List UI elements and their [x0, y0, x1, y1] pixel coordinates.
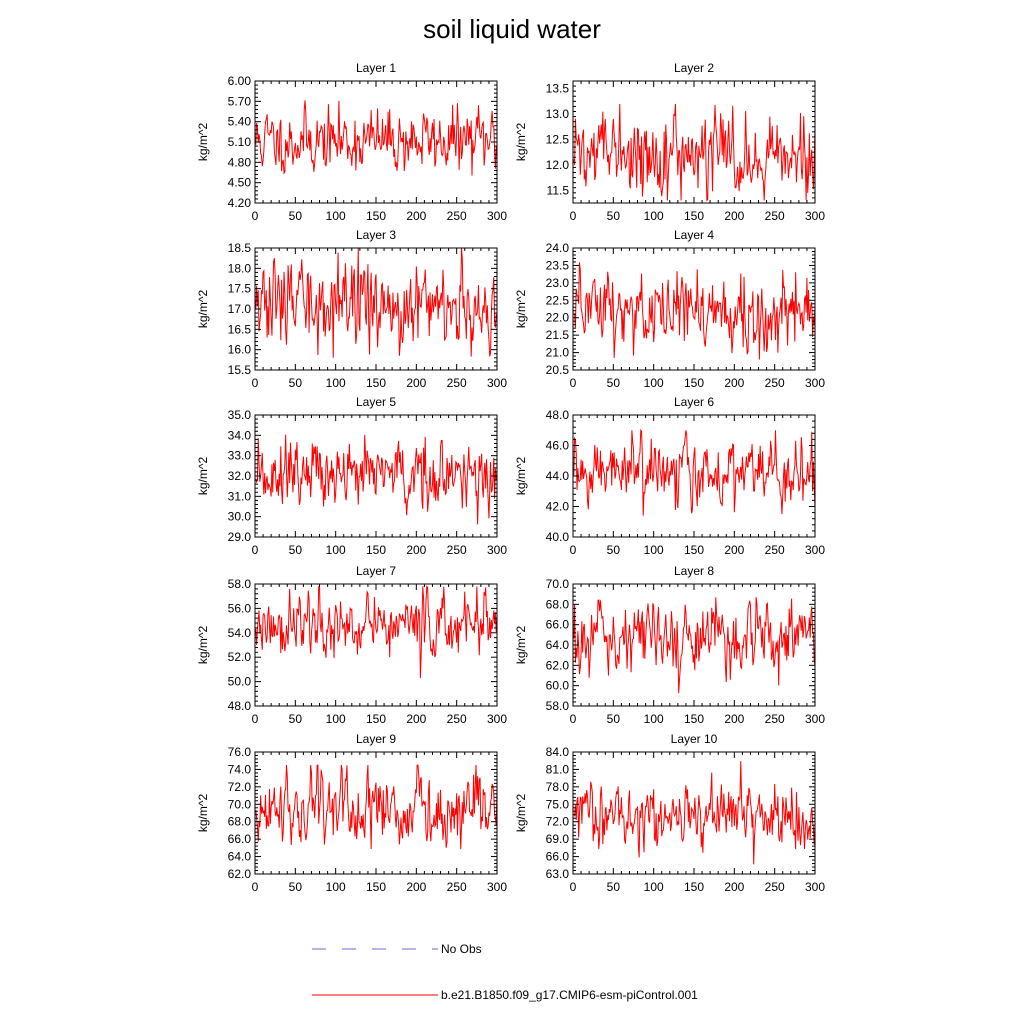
y-tick-label: 21.0 [545, 345, 569, 360]
legend-label: No Obs [441, 942, 482, 956]
y-axis-label: kg/m^2 [196, 456, 210, 496]
y-tick-label: 75.0 [545, 797, 569, 812]
plot-frame [573, 248, 815, 370]
y-tick-label: 68.0 [545, 597, 569, 612]
panel-1 [196, 61, 507, 223]
y-tick-label: 34.0 [227, 428, 251, 443]
y-tick-label: 21.5 [545, 328, 569, 343]
panel-3 [196, 228, 507, 390]
series-line [574, 597, 815, 693]
x-tick-label: 150 [365, 209, 387, 223]
x-tick-label: 300 [486, 209, 508, 223]
y-tick-label: 4.80 [227, 155, 251, 170]
x-tick-label: 0 [251, 712, 259, 726]
y-tick-label: 4.20 [227, 196, 251, 210]
y-tick-label: 66.0 [545, 849, 569, 864]
y-tick-label: 81.0 [545, 762, 569, 777]
panel-title: Layer 7 [355, 564, 397, 578]
series-line [574, 430, 815, 515]
x-tick-label: 200 [724, 376, 745, 390]
y-tick-label: 20.5 [545, 363, 569, 377]
panel-7 [196, 564, 507, 726]
y-tick-label: 5.40 [227, 114, 251, 129]
x-tick-label: 100 [643, 376, 664, 390]
panel-title: Layer 9 [355, 732, 397, 746]
y-tick-label: 12.5 [545, 132, 569, 147]
y-tick-label: 33.0 [227, 448, 251, 463]
x-tick-label: 200 [406, 376, 427, 390]
y-tick-label: 23.0 [545, 275, 569, 290]
y-tick-label: 44.0 [545, 469, 569, 483]
series-line [256, 248, 497, 358]
x-tick-label: 300 [486, 880, 508, 894]
x-tick-label: 250 [764, 209, 785, 223]
x-tick-label: 0 [569, 543, 577, 557]
plot-frame [255, 752, 497, 874]
x-tick-label: 200 [724, 543, 745, 557]
x-tick-label: 200 [724, 712, 745, 726]
y-tick-label: 48.0 [545, 408, 569, 422]
y-tick-label: 76.0 [227, 745, 251, 759]
y-axis-label: kg/m^2 [196, 289, 210, 329]
x-tick-label: 50 [288, 543, 303, 557]
panel-10 [514, 732, 825, 894]
x-tick-label: 50 [606, 712, 621, 726]
x-tick-label: 300 [804, 209, 826, 223]
x-tick-label: 100 [325, 712, 346, 726]
x-tick-label: 100 [643, 880, 664, 894]
plot-frame [573, 415, 815, 537]
series-line [574, 761, 815, 864]
y-tick-label: 16.0 [227, 342, 251, 357]
y-tick-label: 58.0 [545, 699, 569, 713]
y-tick-label: 22.0 [545, 310, 569, 325]
y-tick-label: 4.50 [227, 175, 251, 190]
x-tick-label: 50 [606, 376, 621, 390]
y-tick-label: 6.00 [227, 74, 251, 88]
y-tick-label: 16.5 [227, 322, 251, 337]
series-line [256, 100, 497, 175]
x-tick-label: 0 [569, 376, 577, 390]
y-tick-label: 69.0 [545, 832, 569, 847]
y-axis-label: kg/m^2 [196, 122, 210, 162]
y-tick-label: 60.0 [545, 678, 569, 693]
x-tick-label: 200 [724, 209, 745, 223]
y-tick-label: 63.0 [545, 867, 569, 881]
panel-title: Layer 3 [355, 228, 397, 242]
x-tick-label: 300 [804, 712, 826, 726]
y-tick-label: 32.0 [227, 469, 251, 483]
x-tick-label: 100 [643, 209, 664, 223]
series-line [574, 104, 815, 201]
y-tick-label: 52.0 [227, 650, 251, 665]
x-tick-label: 250 [446, 543, 467, 557]
y-tick-label: 17.5 [227, 281, 251, 296]
x-tick-label: 200 [406, 543, 427, 557]
x-tick-label: 200 [406, 209, 427, 223]
x-tick-label: 250 [446, 209, 467, 223]
legend-label: b.e21.B1850.f09_g17.CMIP6-esm-piControl.001 [441, 988, 698, 1002]
panel-2 [514, 61, 825, 223]
y-tick-label: 62.0 [227, 867, 251, 881]
series-line [256, 586, 497, 678]
x-tick-label: 150 [365, 880, 387, 894]
legend [312, 942, 698, 1002]
x-tick-label: 250 [446, 880, 467, 894]
y-tick-label: 46.0 [545, 438, 569, 453]
y-tick-label: 48.0 [227, 699, 251, 713]
x-tick-label: 250 [764, 543, 785, 557]
y-axis-label: kg/m^2 [196, 625, 210, 665]
y-axis-label: kg/m^2 [514, 456, 528, 496]
y-tick-label: 5.70 [227, 94, 251, 109]
legend-item [312, 942, 482, 956]
x-tick-label: 250 [764, 376, 785, 390]
y-axis-label: kg/m^2 [514, 122, 528, 162]
x-tick-label: 300 [804, 376, 826, 390]
y-tick-label: 30.0 [227, 509, 251, 524]
x-tick-label: 200 [406, 880, 427, 894]
y-tick-label: 13.5 [545, 81, 569, 96]
series-line [256, 765, 497, 849]
x-tick-label: 50 [606, 880, 621, 894]
plot-frame [573, 81, 815, 203]
y-tick-label: 18.0 [227, 261, 251, 276]
plot-frame [255, 584, 497, 706]
x-tick-label: 0 [251, 376, 259, 390]
x-tick-label: 100 [643, 712, 664, 726]
y-tick-label: 56.0 [227, 601, 251, 616]
panel-8 [514, 564, 825, 726]
x-tick-label: 100 [325, 880, 346, 894]
y-tick-label: 18.5 [227, 241, 251, 255]
x-tick-label: 250 [446, 712, 467, 726]
y-axis-label: kg/m^2 [514, 289, 528, 329]
x-tick-label: 150 [683, 712, 705, 726]
x-tick-label: 300 [486, 712, 508, 726]
panel-title: Layer 10 [670, 732, 718, 746]
x-tick-label: 250 [764, 712, 785, 726]
y-tick-label: 35.0 [227, 408, 251, 422]
x-tick-label: 50 [288, 376, 303, 390]
x-tick-label: 50 [606, 543, 621, 557]
x-tick-label: 50 [288, 880, 303, 894]
panel-title: Layer 1 [355, 61, 397, 75]
x-tick-label: 0 [251, 543, 259, 557]
x-tick-label: 100 [325, 376, 346, 390]
y-tick-label: 50.0 [227, 674, 251, 689]
y-tick-label: 40.0 [545, 530, 569, 544]
x-tick-label: 0 [569, 209, 577, 223]
y-tick-label: 54.0 [227, 625, 251, 640]
x-tick-label: 100 [643, 543, 664, 557]
x-tick-label: 100 [325, 543, 346, 557]
y-tick-label: 78.0 [545, 779, 569, 794]
legend-item [312, 988, 698, 1002]
y-tick-label: 42.0 [545, 499, 569, 514]
y-tick-label: 15.5 [227, 363, 251, 377]
y-tick-label: 72.0 [545, 814, 569, 829]
x-tick-label: 150 [683, 209, 705, 223]
series-line [574, 262, 815, 359]
x-tick-label: 200 [724, 880, 745, 894]
x-tick-label: 300 [804, 880, 826, 894]
x-tick-label: 300 [486, 376, 508, 390]
series-line [256, 435, 497, 525]
y-axis-label: kg/m^2 [514, 625, 528, 665]
x-tick-label: 300 [486, 543, 508, 557]
y-tick-label: 29.0 [227, 530, 251, 544]
panel-title: Layer 2 [673, 61, 715, 75]
panel-title: Layer 4 [673, 228, 715, 242]
y-tick-label: 17.0 [227, 302, 251, 316]
y-tick-label: 66.0 [227, 832, 251, 847]
x-tick-label: 150 [683, 376, 705, 390]
x-tick-label: 200 [406, 712, 427, 726]
x-tick-label: 50 [288, 209, 303, 223]
y-tick-label: 62.0 [545, 658, 569, 673]
panel-title: Layer 6 [673, 395, 715, 409]
panel-title: Layer 5 [355, 395, 397, 409]
x-tick-label: 50 [288, 712, 303, 726]
x-tick-label: 150 [365, 712, 387, 726]
figure-title: soil liquid water [423, 14, 601, 44]
x-tick-label: 250 [446, 376, 467, 390]
x-tick-label: 150 [683, 543, 705, 557]
x-tick-label: 50 [606, 209, 621, 223]
y-tick-label: 5.10 [227, 135, 251, 149]
y-tick-label: 31.0 [227, 489, 251, 504]
x-tick-label: 150 [365, 543, 387, 557]
x-tick-label: 150 [683, 880, 705, 894]
y-tick-label: 12.0 [545, 157, 569, 172]
y-tick-label: 70.0 [227, 797, 251, 812]
y-tick-label: 74.0 [227, 762, 251, 777]
y-tick-label: 64.0 [545, 638, 569, 652]
panel-6 [514, 395, 825, 557]
y-tick-label: 70.0 [545, 577, 569, 591]
y-tick-label: 11.5 [546, 183, 569, 198]
y-tick-label: 24.0 [545, 241, 569, 255]
y-tick-label: 13.0 [545, 107, 569, 122]
x-tick-label: 0 [251, 209, 259, 223]
y-tick-label: 66.0 [545, 617, 569, 632]
y-tick-label: 64.0 [227, 849, 251, 864]
y-tick-label: 72.0 [227, 779, 251, 794]
x-tick-label: 150 [365, 376, 387, 390]
x-tick-label: 0 [251, 880, 259, 894]
y-tick-label: 84.0 [545, 745, 569, 759]
y-tick-label: 58.0 [227, 577, 251, 591]
x-tick-label: 100 [325, 209, 346, 223]
y-tick-label: 23.5 [545, 258, 569, 273]
y-tick-label: 68.0 [227, 814, 251, 829]
y-axis-label: kg/m^2 [514, 793, 528, 833]
x-tick-label: 300 [804, 543, 826, 557]
y-tick-label: 22.5 [545, 293, 569, 308]
panel-9 [196, 732, 507, 894]
panel-5 [196, 395, 507, 557]
y-axis-label: kg/m^2 [196, 793, 210, 833]
x-tick-label: 0 [569, 712, 577, 726]
x-tick-label: 0 [569, 880, 577, 894]
panel-4 [514, 228, 825, 390]
panel-title: Layer 8 [673, 564, 715, 578]
x-tick-label: 250 [764, 880, 785, 894]
